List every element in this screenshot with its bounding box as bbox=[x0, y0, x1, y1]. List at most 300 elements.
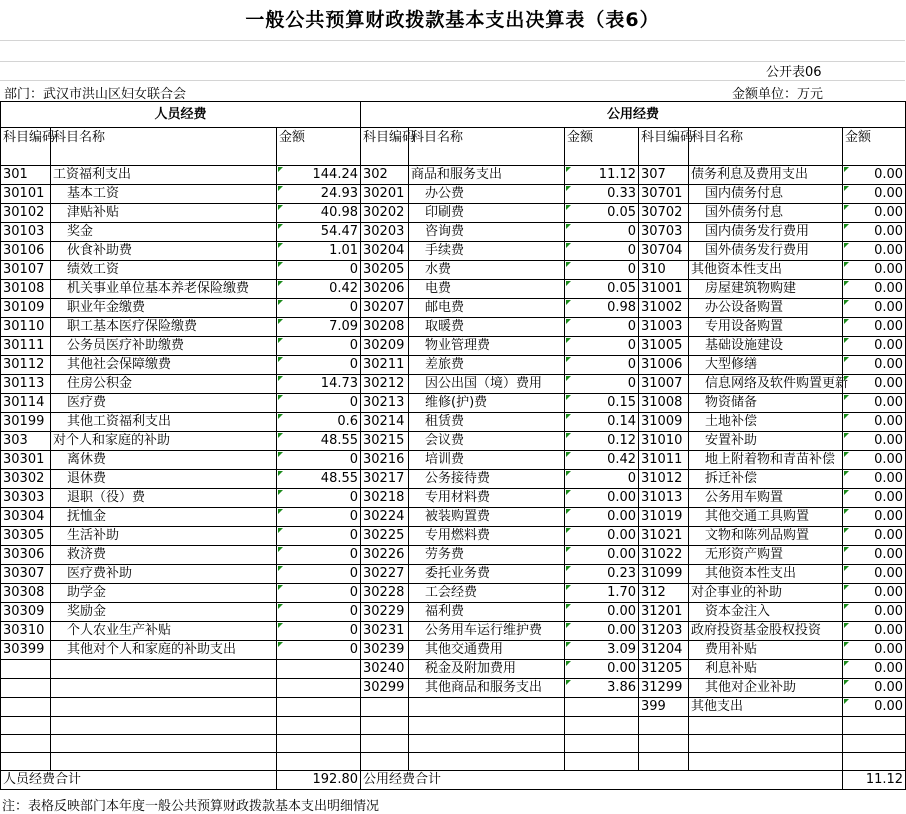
table-row bbox=[1, 735, 906, 753]
comment-indicator-icon bbox=[566, 281, 571, 286]
comment-indicator-icon bbox=[278, 186, 283, 191]
comment-indicator-icon bbox=[844, 167, 849, 172]
amount: 0.00 bbox=[565, 508, 639, 527]
subject-name: 退休费 bbox=[51, 470, 277, 489]
comment-indicator-icon bbox=[278, 642, 283, 647]
table-row bbox=[1, 527, 906, 546]
subject-name: 会议费 bbox=[409, 432, 565, 451]
comment-indicator-icon bbox=[278, 376, 283, 381]
subject-code: 30309 bbox=[1, 603, 51, 622]
comment-indicator-icon bbox=[278, 338, 283, 343]
amount: 0.00 bbox=[843, 223, 906, 242]
amount bbox=[565, 735, 639, 753]
subject-name: 其他商品和服务支出 bbox=[409, 679, 565, 698]
subject-code: 30302 bbox=[1, 470, 51, 489]
amount: 0.98 bbox=[565, 299, 639, 318]
subject-name: 劳务费 bbox=[409, 546, 565, 565]
comment-indicator-icon bbox=[844, 623, 849, 628]
col-code-header: 科目编码 bbox=[1, 128, 51, 166]
comment-indicator-icon bbox=[844, 205, 849, 210]
table-row bbox=[1, 280, 906, 299]
amount: 0.00 bbox=[565, 660, 639, 679]
subject-name: 税金及附加费用 bbox=[409, 660, 565, 679]
subject-name: 办公费 bbox=[409, 185, 565, 204]
amount: 0.00 bbox=[843, 584, 906, 603]
amount: 0.00 bbox=[843, 280, 906, 299]
comment-indicator-icon bbox=[844, 243, 849, 248]
comment-indicator-icon bbox=[844, 490, 849, 495]
subject-name: 无形资产购置 bbox=[689, 546, 843, 565]
amount: 0 bbox=[277, 356, 361, 375]
subject-name: 其他交通工具购置 bbox=[689, 508, 843, 527]
comment-indicator-icon bbox=[844, 414, 849, 419]
subject-name: 商品和服务支出 bbox=[409, 166, 565, 185]
amount: 24.93 bbox=[277, 185, 361, 204]
comment-indicator-icon bbox=[278, 433, 283, 438]
amount: 0 bbox=[565, 242, 639, 261]
comment-indicator-icon bbox=[844, 300, 849, 305]
amount: 0.00 bbox=[843, 470, 906, 489]
table-row bbox=[1, 508, 906, 527]
subject-code: 30225 bbox=[361, 527, 409, 546]
amount: 0.00 bbox=[843, 603, 906, 622]
department-label: 部门：武汉市洪山区妇女联合会 bbox=[4, 87, 187, 102]
subject-name bbox=[689, 717, 843, 735]
subject-name: 公务员医疗补助缴费 bbox=[51, 337, 277, 356]
subject-code bbox=[639, 717, 689, 735]
table-row bbox=[1, 489, 906, 508]
subject-name: 工资福利支出 bbox=[51, 166, 277, 185]
amount: 0 bbox=[565, 223, 639, 242]
amount bbox=[843, 735, 906, 753]
table-row bbox=[1, 223, 906, 242]
subject-code: 31010 bbox=[639, 432, 689, 451]
subject-name: 国外债务发行费用 bbox=[689, 242, 843, 261]
amount: 0.00 bbox=[843, 299, 906, 318]
comment-indicator-icon bbox=[566, 604, 571, 609]
amount: 0.12 bbox=[565, 432, 639, 451]
subject-code bbox=[361, 717, 409, 735]
comment-indicator-icon bbox=[566, 528, 571, 533]
subject-name: 伙食补助费 bbox=[51, 242, 277, 261]
comment-indicator-icon bbox=[278, 604, 283, 609]
gridline bbox=[0, 40, 905, 41]
amount: 0 bbox=[565, 261, 639, 280]
subject-name: 其他支出 bbox=[689, 698, 843, 717]
amount: 40.98 bbox=[277, 204, 361, 223]
amount: 0.00 bbox=[565, 546, 639, 565]
amount: 0 bbox=[565, 356, 639, 375]
table-row bbox=[1, 660, 906, 679]
comment-indicator-icon bbox=[844, 680, 849, 685]
table-row bbox=[1, 603, 906, 622]
amount: 0.00 bbox=[843, 394, 906, 413]
subject-name: 国内债务付息 bbox=[689, 185, 843, 204]
public-header: 公用经费 bbox=[361, 102, 906, 128]
subject-name: 地上附着物和青苗补偿 bbox=[689, 451, 843, 470]
amount: 0.00 bbox=[843, 660, 906, 679]
subject-name: 医疗费 bbox=[51, 394, 277, 413]
subject-name bbox=[51, 679, 277, 698]
subject-code: 30213 bbox=[361, 394, 409, 413]
subject-name: 对个人和家庭的补助 bbox=[51, 432, 277, 451]
comment-indicator-icon bbox=[566, 433, 571, 438]
subject-name: 专用燃料费 bbox=[409, 527, 565, 546]
comment-indicator-icon bbox=[278, 585, 283, 590]
comment-indicator-icon bbox=[566, 661, 571, 666]
subject-code: 31009 bbox=[639, 413, 689, 432]
amount: 0.00 bbox=[843, 432, 906, 451]
subject-name: 基础设施建设 bbox=[689, 337, 843, 356]
subject-code: 30208 bbox=[361, 318, 409, 337]
comment-indicator-icon bbox=[566, 642, 571, 647]
subject-code: 30305 bbox=[1, 527, 51, 546]
subject-code: 31002 bbox=[639, 299, 689, 318]
subject-code: 31007 bbox=[639, 375, 689, 394]
subject-name: 差旅费 bbox=[409, 356, 565, 375]
amount: 0.00 bbox=[843, 204, 906, 223]
amount: 54.47 bbox=[277, 223, 361, 242]
table-row bbox=[1, 622, 906, 641]
subject-code: 30224 bbox=[361, 508, 409, 527]
subject-code bbox=[1, 679, 51, 698]
amount: 0 bbox=[277, 508, 361, 527]
amount bbox=[277, 679, 361, 698]
subject-name: 资本金注入 bbox=[689, 603, 843, 622]
subject-code: 30110 bbox=[1, 318, 51, 337]
subject-name: 物业管理费 bbox=[409, 337, 565, 356]
subject-code: 30206 bbox=[361, 280, 409, 299]
subject-code: 30310 bbox=[1, 622, 51, 641]
amount bbox=[277, 735, 361, 753]
amount: 0 bbox=[277, 584, 361, 603]
comment-indicator-icon bbox=[566, 243, 571, 248]
amount: 0.00 bbox=[843, 261, 906, 280]
subject-code: 30103 bbox=[1, 223, 51, 242]
subject-name: 公务用车购置 bbox=[689, 489, 843, 508]
amount: 0 bbox=[277, 394, 361, 413]
subject-name bbox=[689, 753, 843, 771]
subject-code: 30227 bbox=[361, 565, 409, 584]
subject-code: 30106 bbox=[1, 242, 51, 261]
amount: 0.00 bbox=[843, 375, 906, 394]
subject-name: 对企事业的补助 bbox=[689, 584, 843, 603]
amount: 0 bbox=[277, 261, 361, 280]
subject-name: 职业年金缴费 bbox=[51, 299, 277, 318]
subject-name: 政府投资基金股权投资 bbox=[689, 622, 843, 641]
amount: 3.86 bbox=[565, 679, 639, 698]
table-row bbox=[1, 584, 906, 603]
comment-indicator-icon bbox=[844, 566, 849, 571]
subject-name: 大型修缮 bbox=[689, 356, 843, 375]
subject-name: 维修(护)费 bbox=[409, 394, 565, 413]
subject-code: 30217 bbox=[361, 470, 409, 489]
amount: 0.00 bbox=[843, 242, 906, 261]
amount: 0 bbox=[277, 641, 361, 660]
subject-name: 被装购置费 bbox=[409, 508, 565, 527]
subject-code: 307 bbox=[639, 166, 689, 185]
amount: 0 bbox=[277, 337, 361, 356]
comment-indicator-icon bbox=[844, 357, 849, 362]
subject-code bbox=[361, 735, 409, 753]
subject-name: 委托业务费 bbox=[409, 565, 565, 584]
subject-name: 咨询费 bbox=[409, 223, 565, 242]
subject-name: 离休费 bbox=[51, 451, 277, 470]
subject-name: 租赁费 bbox=[409, 413, 565, 432]
amount: 0.00 bbox=[843, 546, 906, 565]
comment-indicator-icon bbox=[278, 262, 283, 267]
comment-indicator-icon bbox=[566, 414, 571, 419]
subject-name bbox=[409, 753, 565, 771]
amount: 0 bbox=[565, 337, 639, 356]
amount: 0.00 bbox=[843, 698, 906, 717]
subject-code: 30205 bbox=[361, 261, 409, 280]
comment-indicator-icon bbox=[844, 224, 849, 229]
amount: 0.00 bbox=[565, 603, 639, 622]
amount: 0.6 bbox=[277, 413, 361, 432]
amount: 1.70 bbox=[565, 584, 639, 603]
amount: 0.00 bbox=[843, 622, 906, 641]
comment-indicator-icon bbox=[844, 433, 849, 438]
subject-code: 30108 bbox=[1, 280, 51, 299]
amount: 0 bbox=[277, 527, 361, 546]
comment-indicator-icon bbox=[844, 642, 849, 647]
table-row bbox=[1, 546, 906, 565]
comment-indicator-icon bbox=[844, 661, 849, 666]
amount: 0.00 bbox=[843, 489, 906, 508]
amount: 0.00 bbox=[843, 413, 906, 432]
amount: 7.09 bbox=[277, 318, 361, 337]
amount: 11.12 bbox=[565, 166, 639, 185]
subject-code: 31011 bbox=[639, 451, 689, 470]
comment-indicator-icon bbox=[278, 471, 283, 476]
subject-name: 绩效工资 bbox=[51, 261, 277, 280]
table-row bbox=[1, 451, 906, 470]
amount: 0.00 bbox=[843, 508, 906, 527]
subject-code: 31001 bbox=[639, 280, 689, 299]
col-name-header: 科目名称 bbox=[51, 128, 277, 166]
amount: 0.00 bbox=[565, 489, 639, 508]
col-amount-header: 金额 bbox=[277, 128, 361, 166]
subject-code: 30229 bbox=[361, 603, 409, 622]
subject-name bbox=[51, 698, 277, 717]
subject-code: 30703 bbox=[639, 223, 689, 242]
subject-code: 31006 bbox=[639, 356, 689, 375]
comment-indicator-icon bbox=[566, 471, 571, 476]
table-row bbox=[1, 641, 906, 660]
subject-name: 公务用车运行维护费 bbox=[409, 622, 565, 641]
subject-code: 399 bbox=[639, 698, 689, 717]
comment-indicator-icon bbox=[278, 395, 283, 400]
amount: 0.00 bbox=[565, 527, 639, 546]
amount: 0.00 bbox=[843, 337, 906, 356]
amount: 0 bbox=[277, 489, 361, 508]
comment-indicator-icon bbox=[566, 376, 571, 381]
subject-code: 31019 bbox=[639, 508, 689, 527]
comment-indicator-icon bbox=[278, 547, 283, 552]
subject-name: 救济费 bbox=[51, 546, 277, 565]
subject-name: 津贴补贴 bbox=[51, 204, 277, 223]
comment-indicator-icon bbox=[566, 167, 571, 172]
comment-indicator-icon bbox=[278, 281, 283, 286]
subject-code: 30209 bbox=[361, 337, 409, 356]
subject-code: 30199 bbox=[1, 413, 51, 432]
amount: 48.55 bbox=[277, 432, 361, 451]
table-row bbox=[1, 299, 906, 318]
subject-name bbox=[409, 717, 565, 735]
amount: 0.33 bbox=[565, 185, 639, 204]
gridline bbox=[0, 80, 905, 81]
subject-code: 303 bbox=[1, 432, 51, 451]
subject-name: 水费 bbox=[409, 261, 565, 280]
subject-name: 职工基本医疗保险缴费 bbox=[51, 318, 277, 337]
subject-name bbox=[51, 735, 277, 753]
amount: 0 bbox=[565, 375, 639, 394]
subject-name: 房屋建筑物购建 bbox=[689, 280, 843, 299]
subject-code: 30113 bbox=[1, 375, 51, 394]
subject-code: 30212 bbox=[361, 375, 409, 394]
subject-code: 31012 bbox=[639, 470, 689, 489]
amount: 0 bbox=[565, 318, 639, 337]
subject-name: 办公设备购置 bbox=[689, 299, 843, 318]
amount bbox=[277, 753, 361, 771]
subject-name: 邮电费 bbox=[409, 299, 565, 318]
subject-code: 301 bbox=[1, 166, 51, 185]
subject-name: 文物和陈列品购置 bbox=[689, 527, 843, 546]
subject-code: 30704 bbox=[639, 242, 689, 261]
unit-label: 金额单位：万元 bbox=[732, 87, 824, 102]
subject-code bbox=[639, 735, 689, 753]
amount: 0.00 bbox=[843, 356, 906, 375]
col-amount-header: 金额 bbox=[565, 128, 639, 166]
col-name-header: 科目名称 bbox=[689, 128, 843, 166]
subject-code: 30303 bbox=[1, 489, 51, 508]
comment-indicator-icon bbox=[566, 623, 571, 628]
amount bbox=[565, 753, 639, 771]
comment-indicator-icon bbox=[566, 452, 571, 457]
subject-code: 31022 bbox=[639, 546, 689, 565]
table-row bbox=[1, 242, 906, 261]
amount: 0.00 bbox=[843, 679, 906, 698]
subject-code: 30207 bbox=[361, 299, 409, 318]
comment-indicator-icon bbox=[844, 262, 849, 267]
table-row bbox=[1, 375, 906, 394]
subject-code bbox=[1, 717, 51, 735]
comment-indicator-icon bbox=[278, 319, 283, 324]
subject-name bbox=[409, 735, 565, 753]
subject-name: 医疗费补助 bbox=[51, 565, 277, 584]
amount: 0.00 bbox=[565, 622, 639, 641]
amount: 0.15 bbox=[565, 394, 639, 413]
table-row bbox=[1, 470, 906, 489]
subject-name: 生活补助 bbox=[51, 527, 277, 546]
col-name-header: 科目名称 bbox=[409, 128, 565, 166]
page-title: 一般公共预算财政拨款基本支出决算表（表6） bbox=[245, 9, 660, 31]
subject-code: 30202 bbox=[361, 204, 409, 223]
comment-indicator-icon bbox=[278, 224, 283, 229]
subject-name: 退职（役）费 bbox=[51, 489, 277, 508]
subject-name: 专用材料费 bbox=[409, 489, 565, 508]
comment-indicator-icon bbox=[844, 509, 849, 514]
subject-code bbox=[639, 753, 689, 771]
subject-code: 30211 bbox=[361, 356, 409, 375]
amount bbox=[843, 717, 906, 735]
comment-indicator-icon bbox=[566, 205, 571, 210]
subject-code bbox=[1, 660, 51, 679]
subject-code bbox=[1, 735, 51, 753]
amount: 0 bbox=[277, 451, 361, 470]
amount bbox=[277, 660, 361, 679]
public-total-label: 公用经费合计 bbox=[361, 771, 843, 790]
comment-indicator-icon bbox=[844, 186, 849, 191]
comment-indicator-icon bbox=[566, 566, 571, 571]
table-row bbox=[1, 166, 906, 185]
comment-indicator-icon bbox=[278, 623, 283, 628]
comment-indicator-icon bbox=[566, 224, 571, 229]
subject-code: 30101 bbox=[1, 185, 51, 204]
subject-name: 其他工资福利支出 bbox=[51, 413, 277, 432]
subject-name: 电费 bbox=[409, 280, 565, 299]
subject-name: 安置补助 bbox=[689, 432, 843, 451]
subject-code: 30299 bbox=[361, 679, 409, 698]
subject-name bbox=[409, 698, 565, 717]
personnel-total-label: 人员经费合计 bbox=[1, 771, 277, 790]
subject-name: 费用补贴 bbox=[689, 641, 843, 660]
comment-indicator-icon bbox=[566, 395, 571, 400]
subject-code: 31008 bbox=[639, 394, 689, 413]
comment-indicator-icon bbox=[844, 585, 849, 590]
subject-code: 30304 bbox=[1, 508, 51, 527]
comment-indicator-icon bbox=[566, 300, 571, 305]
comment-indicator-icon bbox=[566, 509, 571, 514]
amount: 0.42 bbox=[277, 280, 361, 299]
comment-indicator-icon bbox=[566, 319, 571, 324]
subject-name: 拆迁补偿 bbox=[689, 470, 843, 489]
comment-indicator-icon bbox=[566, 186, 571, 191]
amount: 0.00 bbox=[843, 565, 906, 584]
comment-indicator-icon bbox=[278, 243, 283, 248]
comment-indicator-icon bbox=[844, 395, 849, 400]
table-row bbox=[1, 717, 906, 735]
table-row bbox=[1, 432, 906, 451]
amount: 0 bbox=[277, 603, 361, 622]
table-code: 公开表06 bbox=[766, 65, 822, 80]
comment-indicator-icon bbox=[844, 338, 849, 343]
table-row bbox=[1, 753, 906, 771]
subject-name: 助学金 bbox=[51, 584, 277, 603]
subject-name: 专用设备购置 bbox=[689, 318, 843, 337]
comment-indicator-icon bbox=[278, 452, 283, 457]
amount: 0.00 bbox=[843, 451, 906, 470]
amount: 0 bbox=[565, 470, 639, 489]
subject-code: 30109 bbox=[1, 299, 51, 318]
subject-code bbox=[1, 753, 51, 771]
amount: 0.42 bbox=[565, 451, 639, 470]
comment-indicator-icon bbox=[278, 300, 283, 305]
comment-indicator-icon bbox=[278, 509, 283, 514]
subject-name: 土地补偿 bbox=[689, 413, 843, 432]
personnel-header: 人员经费 bbox=[1, 102, 361, 128]
subject-name: 机关事业单位基本养老保险缴费 bbox=[51, 280, 277, 299]
comment-indicator-icon bbox=[278, 414, 283, 419]
subject-name: 抚恤金 bbox=[51, 508, 277, 527]
col-amount-header: 金额 bbox=[843, 128, 906, 166]
subject-code: 30228 bbox=[361, 584, 409, 603]
amount: 0.00 bbox=[843, 166, 906, 185]
table-row bbox=[1, 698, 906, 717]
amount bbox=[277, 717, 361, 735]
amount bbox=[277, 698, 361, 717]
